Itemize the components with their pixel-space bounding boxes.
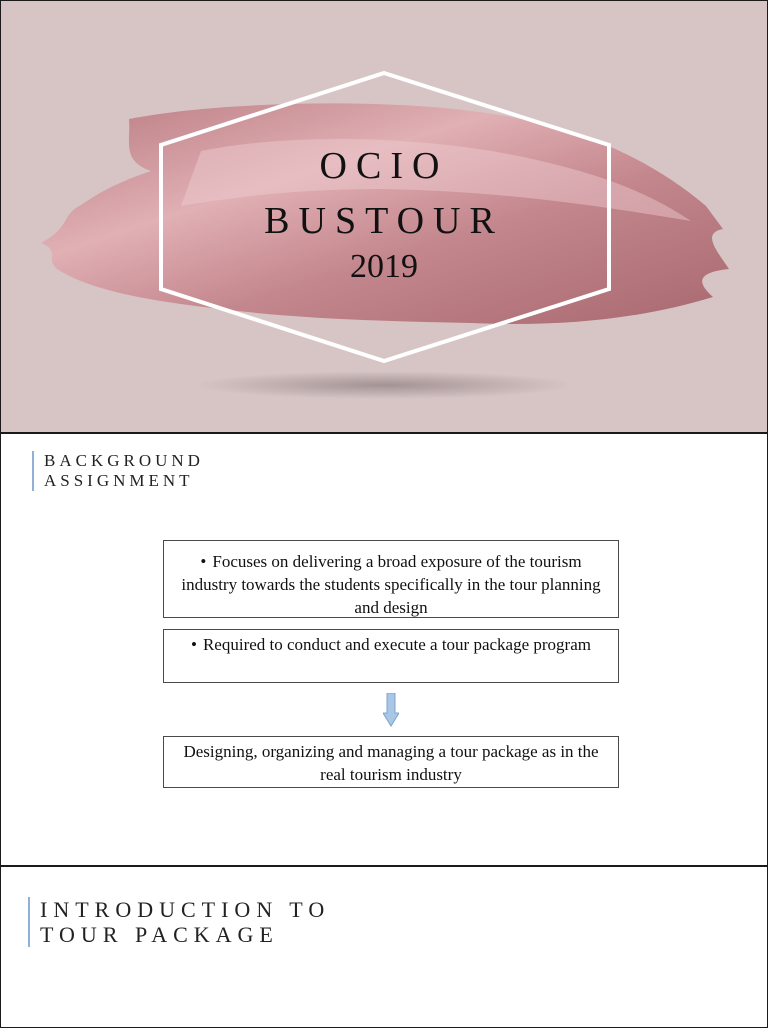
arrow-down-icon (383, 693, 399, 727)
info-box-designing-text: Designing, organizing and managing a tour package as in the real tourism industry (183, 742, 599, 784)
background-assignment-slide (0, 433, 768, 866)
info-box-focus-text: Focuses on delivering a broad exposure of the tourism industry towards the students specifically in the tour planning and design (181, 552, 601, 617)
info-box-designing (163, 736, 619, 788)
section-heading (28, 897, 330, 947)
title-line-ocio: OCIO (319, 145, 449, 187)
title-line-bustour: BUSTOUR (264, 200, 504, 242)
heading-line-1: INTRODUCTION TO (40, 897, 331, 922)
heading-line-2: TOUR PACKAGE (40, 922, 279, 947)
info-box-required-text: Required to conduct and execute a tour package program (202, 635, 591, 654)
introduction-slide (0, 866, 768, 1028)
bullet-icon: • (191, 635, 197, 654)
title-slide (0, 0, 768, 433)
heading-line-1: BACKGROUND (44, 451, 204, 470)
artwork-shadow (194, 371, 574, 399)
info-box-required (163, 629, 619, 683)
title-line-year: 2019 (350, 248, 418, 285)
bullet-icon: • (200, 552, 207, 571)
section-heading (32, 451, 204, 491)
heading-line-2: ASSIGNMENT (44, 471, 194, 490)
info-box-focus (163, 540, 619, 618)
